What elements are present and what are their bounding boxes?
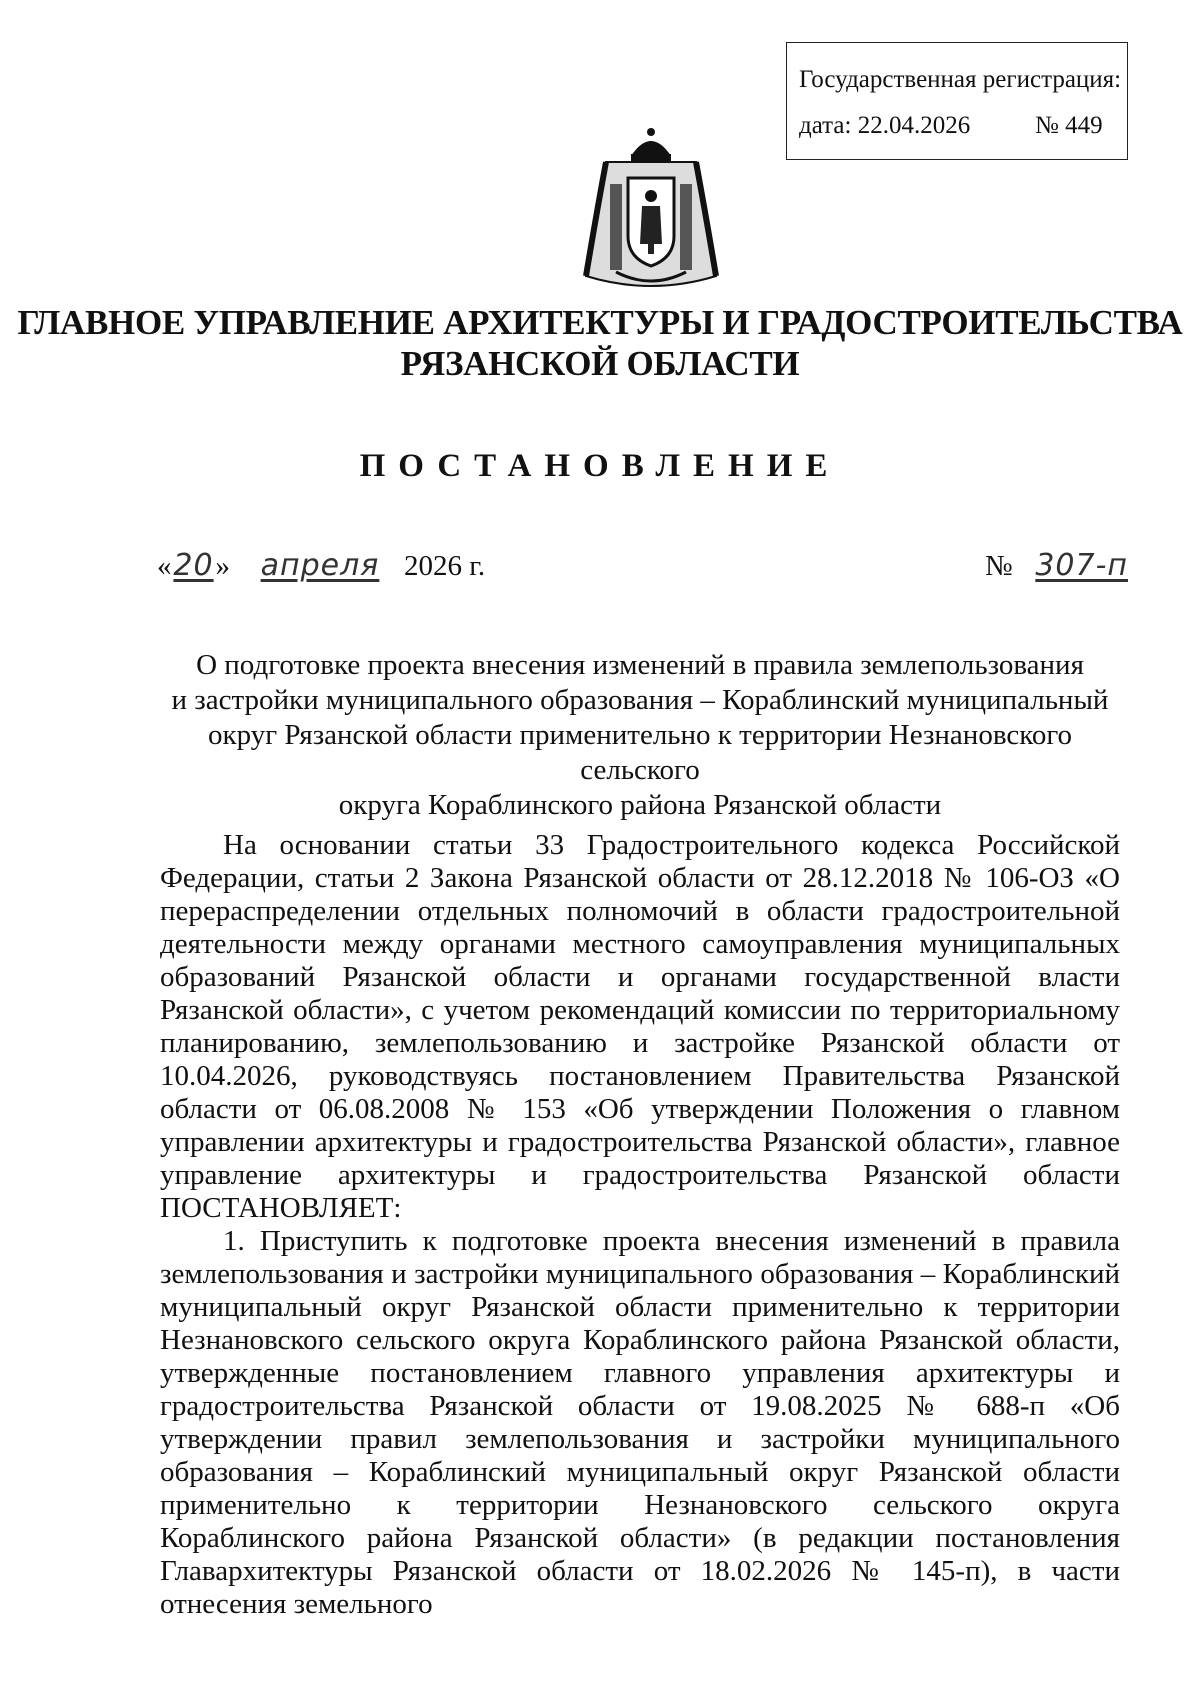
date-year: 2026 г. <box>404 550 486 582</box>
date-close-quote: » <box>215 550 230 582</box>
organization-name <box>0 302 1200 384</box>
number-value: 307-п <box>1035 548 1129 583</box>
coat-of-arms-icon <box>576 126 726 290</box>
registration-stamp <box>786 42 1128 160</box>
registration-number: № 449 <box>1035 112 1103 139</box>
registration-title: Государственная регистрация: <box>799 66 1122 93</box>
subject-line2: и застройки муниципального образования – Кораблинский муниципальный <box>171 684 1109 716</box>
subject-line4: округа Кораблинского района Рязанской области <box>338 789 942 821</box>
organization-line1: ГЛАВНОЕ УПРАВЛЕНИЕ АРХИТЕКТУРЫ И ГРАДОСТРОИТЕЛЬСТВА <box>17 303 1183 342</box>
number-prefix: № <box>985 550 1013 582</box>
organization-line2: РЯЗАНСКОЙ ОБЛАСТИ <box>400 344 800 383</box>
document-number <box>985 548 1137 583</box>
body-paragraph-preamble: На основании статьи 33 Градостроительного кодекса Российской Федерации, статьи 2 Закона Рязанской области от 28.12.2018 № 106-ОЗ «О перераспределении отдельных полномочий в области градостроительной деятельности между органами местного самоуправления муниципальных образований Рязанской области и органами государственной власти Рязанской области», с учетом рекомендаций комиссии по территориальному планированию, землепользованию и застройке Рязанской области от 10.04.2026, руководствуясь постановлением Правительства Рязанской области от 06.08.2008 № 153 «Об утверждении Положения о главном управлении архитектуры и градостроительства Рязанской области», главное управление архитектуры и градостроительства Рязанской области ПОСТАНОВЛЯЕТ: <box>160 829 1120 1224</box>
document-body <box>160 829 1120 1621</box>
document-subject <box>160 648 1120 823</box>
subject-line1: О подготовке проекта внесения изменений в правила землепользования <box>196 649 1084 681</box>
registration-date: дата: 22.04.2026 <box>799 112 971 139</box>
document-date <box>157 548 485 583</box>
document-type: ПОСТАНОВЛЕНИЕ <box>359 448 841 484</box>
date-open-quote: « <box>157 550 172 582</box>
date-day: 20 <box>173 548 214 583</box>
subject-line3: округ Рязанской области применительно к территории Незнановского сельского <box>207 719 1073 786</box>
date-month: апреля <box>260 548 380 583</box>
body-paragraph-item-1: 1. Приступить к подготовке проекта внесения изменений в правила землепользования и застройки муниципального образования – Кораблинский муниципальный округ Рязанской области применительно к территории Незнановского сельского округа Кораблинского района Рязанской области, утвержденные постановлением главного управления архитектуры и градостроительства Рязанской области от 19.08.2025 № 688-п «Об утверждении правил землепользования и застройки муниципального образования – Кораблинский муниципальный округ Рязанской области применительно к территории Незнановского сельского округа Кораблинского района Рязанской области» (в редакции постановления Главархитектуры Рязанской области от 18.02.2026 № 145-п), в части отнесения земельного <box>160 1225 1120 1620</box>
